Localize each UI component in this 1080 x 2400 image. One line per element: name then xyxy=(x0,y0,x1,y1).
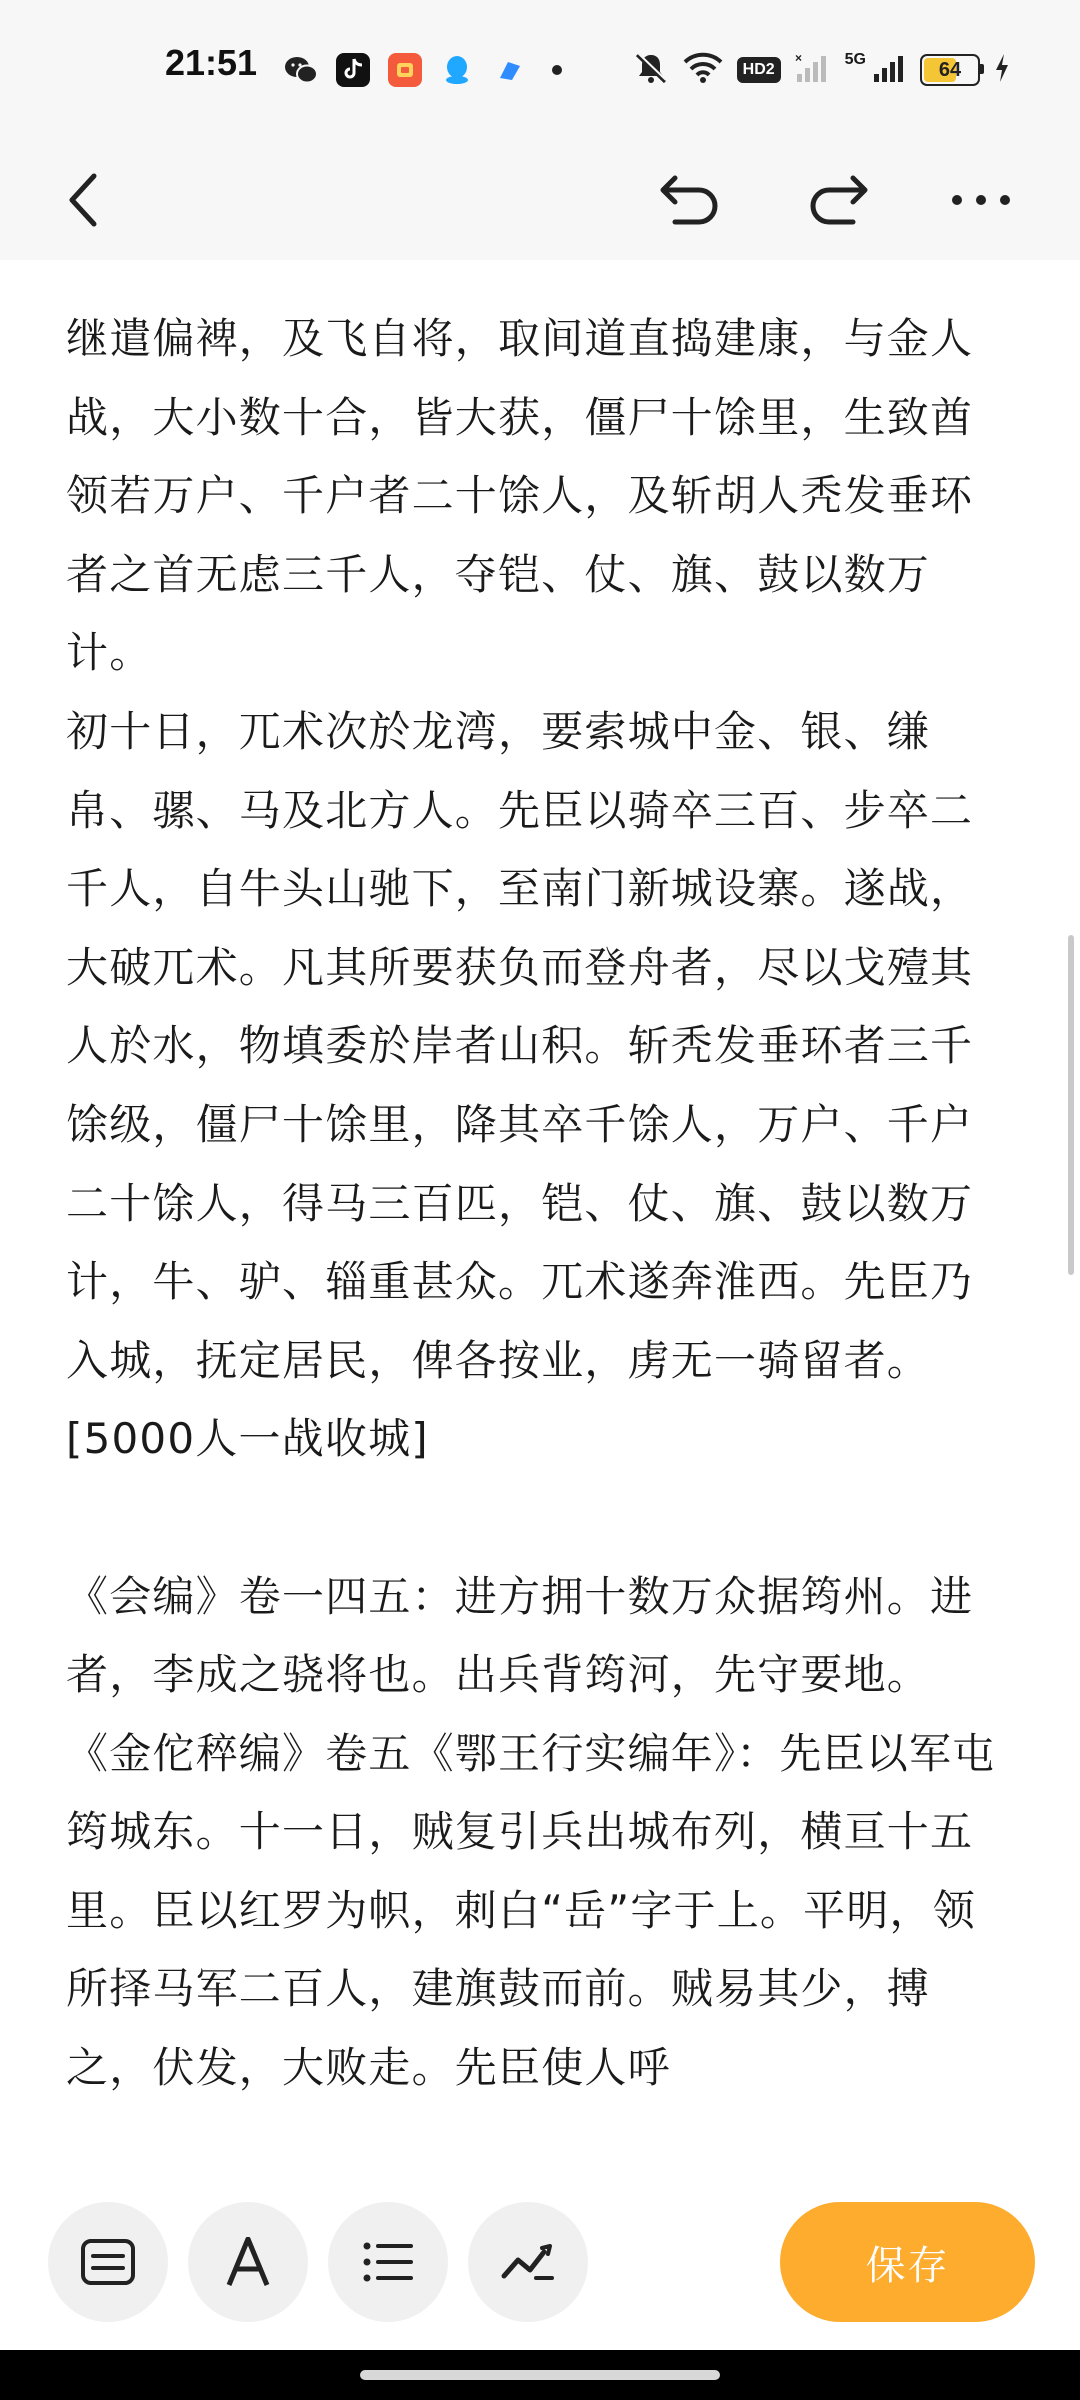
wechat-icon xyxy=(284,53,318,87)
handwriting-button[interactable] xyxy=(468,2202,588,2322)
bottom-toolbar xyxy=(0,2168,1080,2350)
svg-text:×: × xyxy=(794,52,802,65)
system-icons xyxy=(633,50,1010,90)
redo-button[interactable] xyxy=(788,140,888,260)
list-icon xyxy=(362,2240,414,2284)
qq-icon xyxy=(440,53,474,87)
handwriting-icon xyxy=(500,2242,556,2282)
keyboard-button[interactable] xyxy=(48,2202,168,2322)
list-button[interactable] xyxy=(328,2202,448,2322)
text-format-icon xyxy=(225,2237,271,2287)
status-time: 21:51 xyxy=(165,42,258,83)
app-icon xyxy=(492,53,526,87)
editor-toolbar xyxy=(0,140,1080,260)
more-notifications-dot xyxy=(552,65,562,75)
paragraph[interactable]: 《金佗稡编》卷五《鄂王行实编年》：先臣以军屯筠城东。十一日，贼复引兵出城布列，横亘十五里。臣以红罗为帜，刺白“岳”字于上。平明，领所择马军二百人，建旗鼓而前。贼易其少，搏之，伏发，大败走。先臣使人呼 xyxy=(66,1728,996,2093)
paragraph[interactable]: 《会编》卷一四五：进方拥十数万众据筠州。进者，李成之骁将也。出兵背筠河，先守要地。 xyxy=(66,1571,974,1700)
signal-icon-sim2 xyxy=(795,52,831,88)
blank-line[interactable] xyxy=(66,1479,1016,1558)
undo-icon xyxy=(657,172,723,228)
chevron-left-icon xyxy=(64,172,104,228)
redo-icon xyxy=(805,172,871,228)
navigation-bar xyxy=(0,2350,1080,2400)
back-button[interactable] xyxy=(34,140,134,260)
mute-icon xyxy=(633,51,669,89)
more-horizontal-icon xyxy=(949,192,1013,208)
text-format-button[interactable] xyxy=(188,2202,308,2322)
status-bar xyxy=(0,0,1080,140)
paragraph[interactable]: 继遣偏裨，及飞自将，取间道直捣建康，与金人战，大小数十合，皆大获，僵尸十馀里，生致酋领若万户、千户者二十馀人，及斩胡人秃发垂环者之首无虑三千人，夺铠、仗、旗、鼓以数万计。 xyxy=(66,314,974,678)
note-content[interactable] xyxy=(66,300,1016,2168)
home-indicator[interactable] xyxy=(360,2370,720,2380)
undo-button[interactable] xyxy=(640,140,740,260)
battery-level: 64 xyxy=(938,58,962,81)
keyboard-icon xyxy=(80,2238,136,2286)
battery-indicator xyxy=(920,54,980,86)
charging-icon xyxy=(994,53,1010,87)
paragraph[interactable]: 初十日，兀术次於龙湾，要索城中金、银、缣帛、骡、马及北方人。先臣以骑卒三百、步卒二千人，自牛头山驰下，至南门新城设寨。遂战，大破兀术。凡其所要获负而登舟者，尽以戈殪其人於水，物填委於岸者山积。斩秃发垂环者三千馀级，僵尸十馀里，降其卒千馀人，万户、千户二十馀人，得马三百匹，铠、仗、旗、鼓以数万计，牛、驴、辎重甚众。兀术遂奔淮西。先臣乃入城，抚定居民，俾各按业，虏无一骑留者。[5000人一战收城] xyxy=(66,706,974,1464)
more-button[interactable] xyxy=(931,140,1031,260)
notification-icons xyxy=(284,50,562,90)
app-icon xyxy=(388,53,422,87)
scrollbar[interactable] xyxy=(1068,935,1074,1275)
hd-voice-badge: HD2 xyxy=(737,57,781,83)
signal-icon xyxy=(872,52,906,88)
save-button[interactable]: 保存 xyxy=(780,2202,1035,2322)
content-fade xyxy=(0,2130,1080,2170)
wifi-icon xyxy=(683,52,723,88)
network-type-label: 5G xyxy=(844,51,866,68)
tiktok-icon xyxy=(336,53,370,87)
